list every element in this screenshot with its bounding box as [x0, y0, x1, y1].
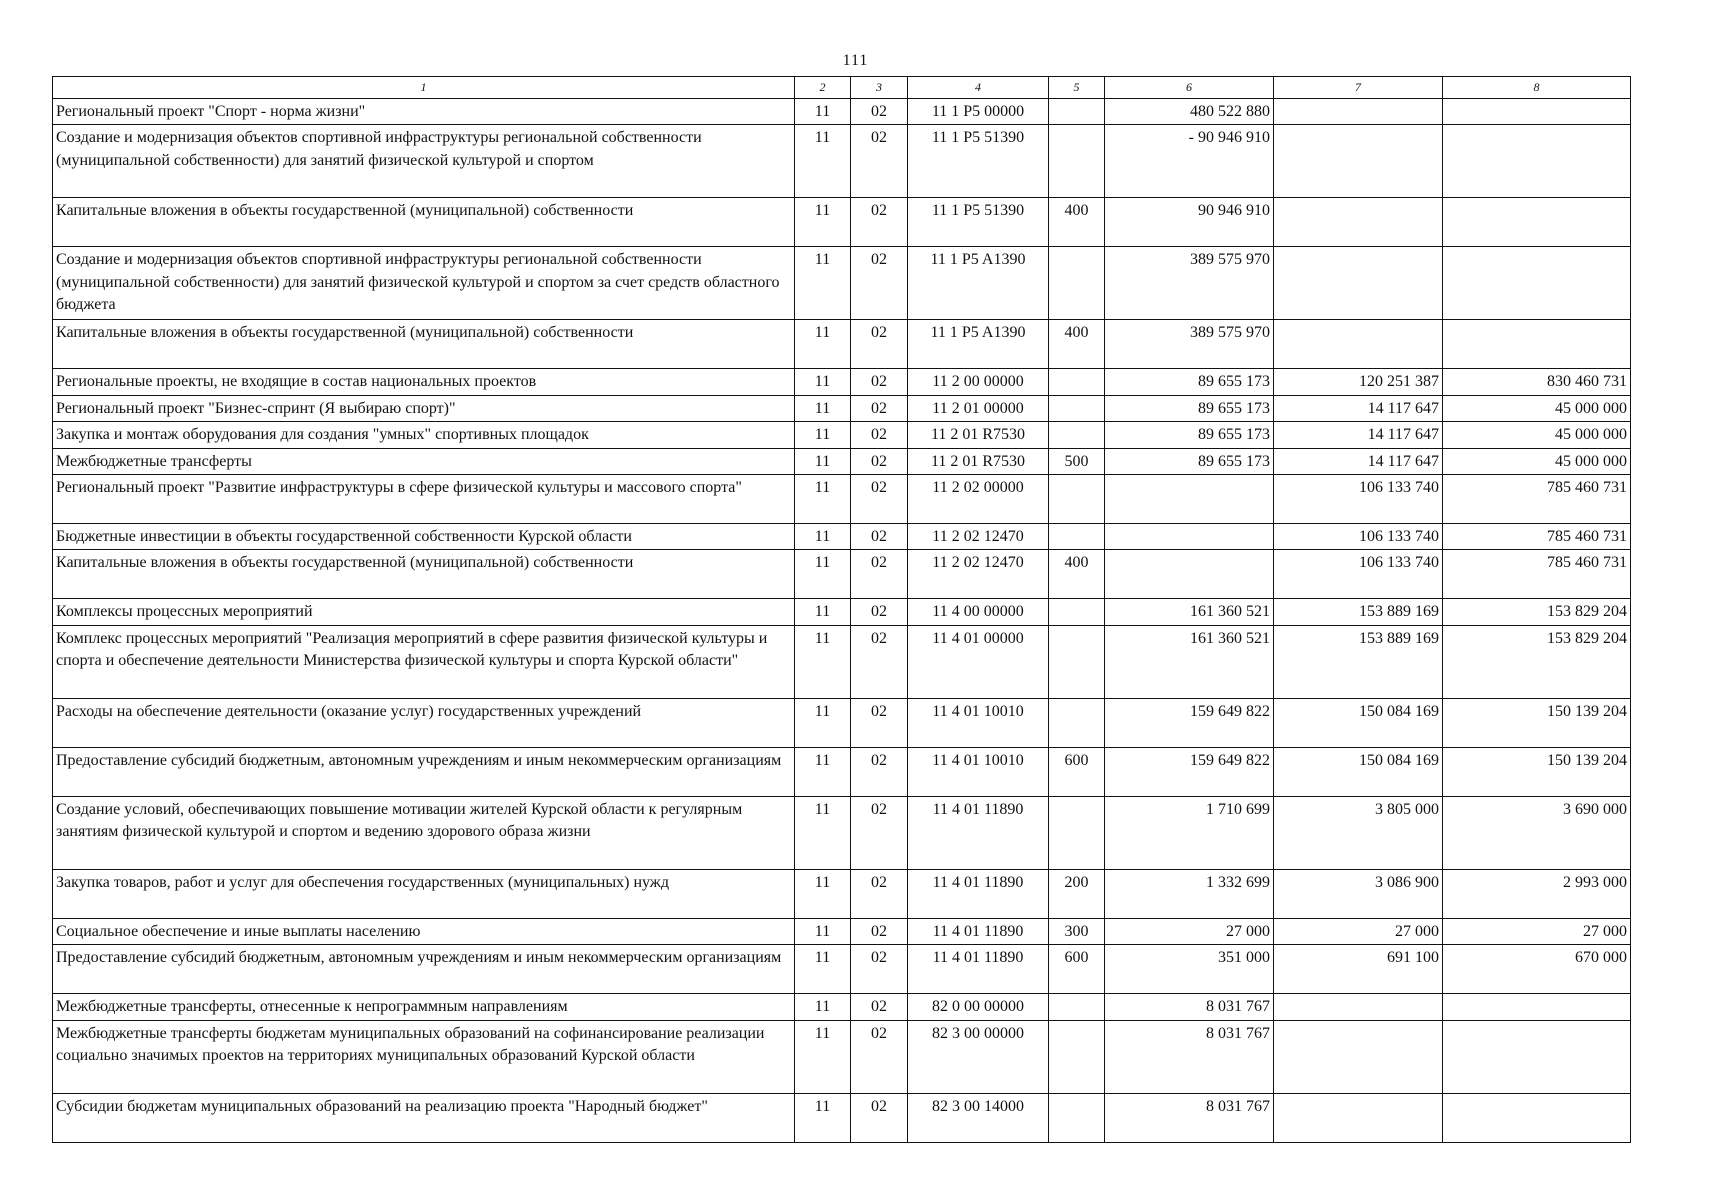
cell-subsection: 02 [851, 1020, 908, 1093]
column-header-8: 8 [1443, 77, 1631, 99]
column-header-7: 7 [1274, 77, 1443, 99]
cell-section: 11 [795, 994, 851, 1020]
cell-section: 11 [795, 599, 851, 625]
cell-amount-col8: 150 139 204 [1443, 698, 1631, 747]
cell-subsection: 02 [851, 448, 908, 474]
cell-section: 11 [795, 625, 851, 698]
cell-amount-col6: 8 031 767 [1105, 994, 1274, 1020]
cell-amount-col8: 830 460 731 [1443, 369, 1631, 395]
cell-section: 11 [795, 869, 851, 918]
table-row [53, 369, 1631, 395]
cell-amount-col8 [1443, 994, 1631, 1020]
table-row [53, 698, 1631, 747]
column-header-2: 2 [795, 77, 851, 99]
cell-amount-col7 [1274, 198, 1443, 247]
cell-amount-col8: 2 993 000 [1443, 869, 1631, 918]
column-number-header-row [53, 77, 1631, 99]
cell-expense-type [1049, 625, 1105, 698]
cell-target-code: 11 2 02 00000 [908, 474, 1049, 523]
cell-amount-col8 [1443, 247, 1631, 320]
cell-subsection: 02 [851, 422, 908, 448]
cell-amount-col7: 106 133 740 [1274, 523, 1443, 549]
cell-name: Региональный проект "Развитие инфраструктуры в сфере физической культуры и массового спорта" [53, 474, 795, 523]
cell-target-code: 11 2 00 00000 [908, 369, 1049, 395]
cell-subsection: 02 [851, 994, 908, 1020]
cell-section: 11 [795, 369, 851, 395]
cell-expense-type [1049, 698, 1105, 747]
cell-subsection: 02 [851, 869, 908, 918]
cell-amount-col8 [1443, 99, 1631, 125]
cell-target-code: 11 4 01 10010 [908, 698, 1049, 747]
cell-expense-type [1049, 523, 1105, 549]
table-row [53, 625, 1631, 698]
cell-name: Социальное обеспечение и иные выплаты населению [53, 918, 795, 944]
cell-amount-col7: 153 889 169 [1274, 599, 1443, 625]
table-row [53, 869, 1631, 918]
cell-amount-col6: 389 575 970 [1105, 320, 1274, 369]
cell-target-code: 11 4 01 10010 [908, 747, 1049, 796]
cell-section: 11 [795, 198, 851, 247]
cell-expense-type [1049, 796, 1105, 869]
table-row [53, 523, 1631, 549]
table-row [53, 247, 1631, 320]
cell-name: Закупка товаров, работ и услуг для обеспечения государственных (муниципальных) нужд [53, 869, 795, 918]
cell-subsection: 02 [851, 320, 908, 369]
cell-subsection: 02 [851, 474, 908, 523]
column-header-3: 3 [851, 77, 908, 99]
cell-section: 11 [795, 1093, 851, 1142]
cell-name: Создание условий, обеспечивающих повышение мотивации жителей Курской области к регулярным занятиям физической культурой и спортом и ведению здорового образа жизни [53, 796, 795, 869]
cell-amount-col7: 153 889 169 [1274, 625, 1443, 698]
cell-target-code: 11 4 00 00000 [908, 599, 1049, 625]
cell-amount-col7: 3 805 000 [1274, 796, 1443, 869]
cell-expense-type [1049, 422, 1105, 448]
cell-name: Капитальные вложения в объекты государственной (муниципальной) собственности [53, 320, 795, 369]
cell-amount-col8: 45 000 000 [1443, 448, 1631, 474]
cell-target-code: 11 2 01 R7530 [908, 422, 1049, 448]
cell-target-code: 11 1 P5 A1390 [908, 320, 1049, 369]
cell-subsection: 02 [851, 125, 908, 198]
cell-amount-col8: 785 460 731 [1443, 523, 1631, 549]
cell-target-code: 11 2 02 12470 [908, 550, 1049, 599]
cell-amount-col8: 45 000 000 [1443, 422, 1631, 448]
cell-target-code: 11 2 02 12470 [908, 523, 1049, 549]
cell-target-code: 11 4 01 11890 [908, 945, 1049, 994]
cell-target-code: 82 0 00 00000 [908, 994, 1049, 1020]
cell-amount-col7: 106 133 740 [1274, 550, 1443, 599]
cell-name: Комплексы процессных мероприятий [53, 599, 795, 625]
cell-amount-col6: 89 655 173 [1105, 448, 1274, 474]
cell-amount-col8 [1443, 1093, 1631, 1142]
cell-target-code: 82 3 00 00000 [908, 1020, 1049, 1093]
cell-subsection: 02 [851, 369, 908, 395]
cell-amount-col8: 153 829 204 [1443, 599, 1631, 625]
cell-amount-col8: 27 000 [1443, 918, 1631, 944]
cell-section: 11 [795, 698, 851, 747]
cell-amount-col6: 8 031 767 [1105, 1020, 1274, 1093]
cell-amount-col8 [1443, 125, 1631, 198]
cell-expense-type: 400 [1049, 550, 1105, 599]
table-row [53, 796, 1631, 869]
cell-expense-type: 200 [1049, 869, 1105, 918]
cell-amount-col6: 159 649 822 [1105, 747, 1274, 796]
cell-subsection: 02 [851, 395, 908, 421]
cell-target-code: 11 4 01 11890 [908, 796, 1049, 869]
cell-name: Комплекс процессных мероприятий "Реализация мероприятий в сфере развития физической культуры и спорта и обеспечение деятельности Министерства физической культуры и спорта Курской области" [53, 625, 795, 698]
cell-section: 11 [795, 448, 851, 474]
table-row [53, 99, 1631, 125]
table-row [53, 320, 1631, 369]
cell-expense-type [1049, 994, 1105, 1020]
cell-amount-col6: 161 360 521 [1105, 599, 1274, 625]
cell-amount-col6 [1105, 550, 1274, 599]
cell-name: Капитальные вложения в объекты государственной (муниципальной) собственности [53, 550, 795, 599]
cell-target-code: 11 4 01 11890 [908, 918, 1049, 944]
cell-expense-type: 400 [1049, 320, 1105, 369]
cell-target-code: 11 1 P5 51390 [908, 125, 1049, 198]
cell-name: Закупка и монтаж оборудования для создания "умных" спортивных площадок [53, 422, 795, 448]
cell-name: Межбюджетные трансферты бюджетам муниципальных образований на софинансирование реализации социально значимых проектов на территориях муниципальных образований Курской области [53, 1020, 795, 1093]
cell-amount-col7 [1274, 994, 1443, 1020]
cell-expense-type: 500 [1049, 448, 1105, 474]
cell-amount-col6: 1 710 699 [1105, 796, 1274, 869]
table-row [53, 474, 1631, 523]
page-number: 111 [842, 52, 869, 69]
cell-amount-col7 [1274, 247, 1443, 320]
cell-amount-col6: 351 000 [1105, 945, 1274, 994]
cell-amount-col7: 106 133 740 [1274, 474, 1443, 523]
table-row [53, 550, 1631, 599]
cell-amount-col7: 3 086 900 [1274, 869, 1443, 918]
table-row [53, 125, 1631, 198]
cell-expense-type [1049, 1020, 1105, 1093]
cell-amount-col7: 150 084 169 [1274, 698, 1443, 747]
cell-section: 11 [795, 1020, 851, 1093]
cell-amount-col7: 27 000 [1274, 918, 1443, 944]
cell-target-code: 11 1 P5 00000 [908, 99, 1049, 125]
table-row [53, 994, 1631, 1020]
table-body [53, 99, 1631, 1143]
cell-target-code: 11 2 01 00000 [908, 395, 1049, 421]
cell-amount-col6: 89 655 173 [1105, 395, 1274, 421]
cell-name: Региональный проект "Бизнес-спринт (Я выбираю спорт)" [53, 395, 795, 421]
cell-name: Субсидии бюджетам муниципальных образований на реализацию проекта "Народный бюджет" [53, 1093, 795, 1142]
cell-amount-col6: 90 946 910 [1105, 198, 1274, 247]
cell-amount-col8 [1443, 1020, 1631, 1093]
cell-amount-col7 [1274, 1020, 1443, 1093]
cell-amount-col8 [1443, 198, 1631, 247]
table-row [53, 198, 1631, 247]
table-row [53, 448, 1631, 474]
cell-section: 11 [795, 99, 851, 125]
cell-amount-col8: 150 139 204 [1443, 747, 1631, 796]
cell-subsection: 02 [851, 945, 908, 994]
cell-amount-col6 [1105, 474, 1274, 523]
cell-amount-col7: 150 084 169 [1274, 747, 1443, 796]
cell-subsection: 02 [851, 599, 908, 625]
cell-amount-col6: 1 332 699 [1105, 869, 1274, 918]
cell-target-code: 11 4 01 00000 [908, 625, 1049, 698]
cell-amount-col7 [1274, 1093, 1443, 1142]
cell-section: 11 [795, 945, 851, 994]
table-row [53, 599, 1631, 625]
cell-amount-col6: 89 655 173 [1105, 369, 1274, 395]
table-row [53, 395, 1631, 421]
cell-amount-col7 [1274, 320, 1443, 369]
cell-amount-col6: - 90 946 910 [1105, 125, 1274, 198]
cell-section: 11 [795, 796, 851, 869]
cell-subsection: 02 [851, 523, 908, 549]
cell-section: 11 [795, 747, 851, 796]
column-header-5: 5 [1049, 77, 1105, 99]
cell-amount-col6: 27 000 [1105, 918, 1274, 944]
cell-amount-col7: 120 251 387 [1274, 369, 1443, 395]
cell-expense-type: 400 [1049, 198, 1105, 247]
column-header-4: 4 [908, 77, 1049, 99]
cell-section: 11 [795, 247, 851, 320]
table-row [53, 918, 1631, 944]
cell-amount-col7: 14 117 647 [1274, 422, 1443, 448]
cell-amount-col6: 161 360 521 [1105, 625, 1274, 698]
cell-expense-type [1049, 474, 1105, 523]
cell-expense-type [1049, 369, 1105, 395]
cell-target-code: 11 1 P5 51390 [908, 198, 1049, 247]
cell-amount-col7: 14 117 647 [1274, 448, 1443, 474]
cell-name: Бюджетные инвестиции в объекты государственной собственности Курской области [53, 523, 795, 549]
cell-subsection: 02 [851, 1093, 908, 1142]
cell-name: Капитальные вложения в объекты государственной (муниципальной) собственности [53, 198, 795, 247]
cell-name: Создание и модернизация объектов спортивной инфраструктуры региональной собственности (муниципальной собственности) для занятий физической культурой и спортом за счет средств областного бюджета [53, 247, 795, 320]
column-header-1: 1 [53, 77, 795, 99]
budget-table [52, 76, 1631, 1143]
table-row [53, 747, 1631, 796]
cell-target-code: 82 3 00 14000 [908, 1093, 1049, 1142]
cell-subsection: 02 [851, 247, 908, 320]
cell-amount-col6: 8 031 767 [1105, 1093, 1274, 1142]
cell-name: Региональные проекты, не входящие в состав национальных проектов [53, 369, 795, 395]
cell-amount-col8: 785 460 731 [1443, 550, 1631, 599]
cell-section: 11 [795, 320, 851, 369]
table-row [53, 1093, 1631, 1142]
cell-expense-type [1049, 99, 1105, 125]
cell-subsection: 02 [851, 198, 908, 247]
table-row [53, 422, 1631, 448]
cell-target-code: 11 4 01 11890 [908, 869, 1049, 918]
cell-name: Межбюджетные трансферты [53, 448, 795, 474]
cell-expense-type [1049, 599, 1105, 625]
cell-subsection: 02 [851, 796, 908, 869]
cell-amount-col6 [1105, 523, 1274, 549]
cell-amount-col6: 480 522 880 [1105, 99, 1274, 125]
table-row [53, 945, 1631, 994]
cell-amount-col7 [1274, 99, 1443, 125]
cell-name: Создание и модернизация объектов спортивной инфраструктуры региональной собственности (муниципальной собственности) для занятий физической культурой и спортом [53, 125, 795, 198]
column-header-6: 6 [1105, 77, 1274, 99]
cell-amount-col7: 14 117 647 [1274, 395, 1443, 421]
cell-amount-col8: 670 000 [1443, 945, 1631, 994]
cell-amount-col8: 45 000 000 [1443, 395, 1631, 421]
cell-target-code: 11 2 01 R7530 [908, 448, 1049, 474]
cell-section: 11 [795, 918, 851, 944]
cell-subsection: 02 [851, 698, 908, 747]
cell-name: Предоставление субсидий бюджетным, автономным учреждениям и иным некоммерческим организациям [53, 945, 795, 994]
cell-section: 11 [795, 125, 851, 198]
cell-section: 11 [795, 550, 851, 599]
cell-expense-type: 300 [1049, 918, 1105, 944]
cell-expense-type [1049, 125, 1105, 198]
cell-name: Расходы на обеспечение деятельности (оказание услуг) государственных учреждений [53, 698, 795, 747]
cell-amount-col7 [1274, 125, 1443, 198]
cell-name: Региональный проект "Спорт - норма жизни" [53, 99, 795, 125]
cell-amount-col8 [1443, 320, 1631, 369]
cell-expense-type [1049, 247, 1105, 320]
cell-expense-type [1049, 395, 1105, 421]
cell-subsection: 02 [851, 550, 908, 599]
cell-expense-type: 600 [1049, 945, 1105, 994]
cell-name: Межбюджетные трансферты, отнесенные к непрограммным направлениям [53, 994, 795, 1020]
cell-amount-col6: 159 649 822 [1105, 698, 1274, 747]
cell-amount-col8: 785 460 731 [1443, 474, 1631, 523]
cell-section: 11 [795, 523, 851, 549]
cell-amount-col7: 691 100 [1274, 945, 1443, 994]
cell-section: 11 [795, 395, 851, 421]
cell-target-code: 11 1 P5 A1390 [908, 247, 1049, 320]
cell-amount-col8: 3 690 000 [1443, 796, 1631, 869]
cell-name: Предоставление субсидий бюджетным, автономным учреждениям и иным некоммерческим организациям [53, 747, 795, 796]
table-row [53, 1020, 1631, 1093]
cell-expense-type [1049, 1093, 1105, 1142]
cell-subsection: 02 [851, 99, 908, 125]
cell-section: 11 [795, 422, 851, 448]
cell-subsection: 02 [851, 918, 908, 944]
cell-subsection: 02 [851, 747, 908, 796]
cell-section: 11 [795, 474, 851, 523]
cell-amount-col6: 89 655 173 [1105, 422, 1274, 448]
cell-amount-col8: 153 829 204 [1443, 625, 1631, 698]
cell-amount-col6: 389 575 970 [1105, 247, 1274, 320]
cell-expense-type: 600 [1049, 747, 1105, 796]
cell-subsection: 02 [851, 625, 908, 698]
